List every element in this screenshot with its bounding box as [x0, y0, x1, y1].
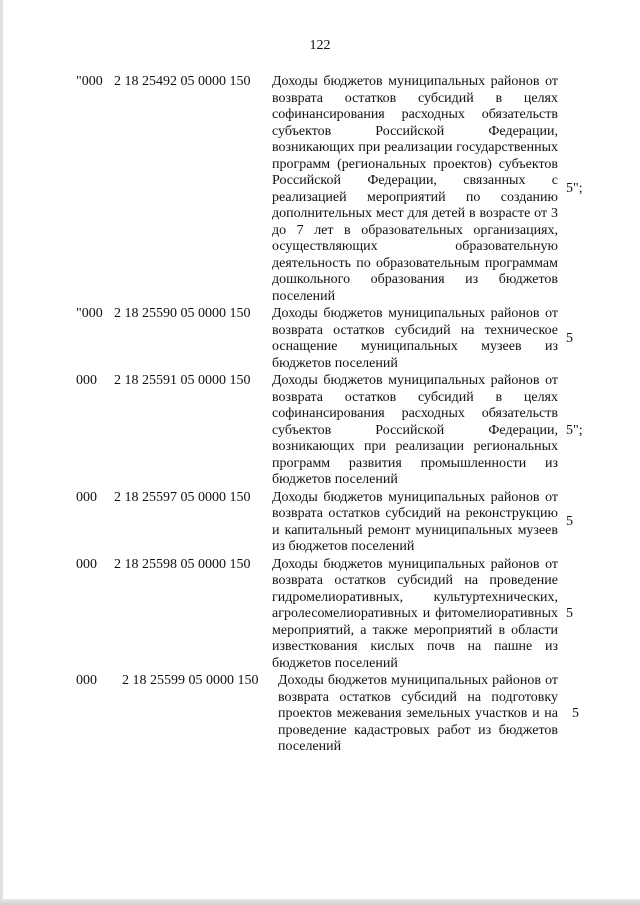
norm-value: 5"; [566, 422, 583, 438]
description-cell: Доходы бюджетов муниципальных районов от возврата остатков субсидий в целях софинансирования расходных обязательств субъектов Российской Федерации, возникающих при реализации государственных программ (региональных проектов) субъектов Российской Федерации, связанных с реализацией мероприятий по созданию дополнительных мест для детей в возрасте от 3 до 7 лет в образовательных организациях, осуществляющих образовательную деятельность по образовательным программам дошкольного образования из бюджетов поселений [272, 74, 558, 304]
norm-value: 5 [566, 330, 573, 346]
admin-code-cell: "000 [76, 306, 103, 321]
norm-value: 5 [566, 606, 573, 621]
description-cell: Доходы бюджетов муниципальных районов от возврата остатков субсидий в целях софинансирования расходных обязательств субъектов Российской Федерации, возникающих при реализации региональных программ развития промышленности из бюджетов поселений [272, 373, 558, 487]
admin-code-cell: 000 [76, 489, 97, 505]
norm-cell [558, 373, 632, 489]
admin-code-cell: "000 [76, 74, 103, 89]
table-row [0, 673, 640, 756]
table-row [0, 306, 640, 372]
norm-cell [558, 74, 632, 305]
table-row [0, 373, 640, 489]
description-cell: Доходы бюджетов муниципальных районов от возврата остатков субсидий на реконструкцию и капитальный ремонт муниципальных музеев из бюджетов поселений [272, 489, 558, 554]
table-row [0, 490, 640, 556]
admin-code-cell: 000 [76, 373, 97, 388]
norm-cell [558, 490, 632, 556]
norm-cell [558, 673, 638, 756]
description-cell: Доходы бюджетов муниципальных районов от возврата остатков субсидий на техническое оснащение муниципальных музеев из бюджетов поселений [272, 306, 558, 371]
page-number: 122 [309, 38, 331, 53]
income-codes-table [0, 74, 640, 756]
description-cell: Доходы бюджетов муниципальных районов от возврата остатков субсидий на подготовку проектов межевания земельных участков и на проведение кадастровых работ из бюджетов поселений [278, 673, 558, 754]
norm-value: 5 [566, 514, 573, 530]
norm-value: 5"; [566, 181, 583, 197]
description-cell: Доходы бюджетов муниципальных районов от возврата остатков субсидий на проведение гидромелиоративных, культуртехнических, агролесомелиоративных и фитомелиоративных мероприятий, а также мероприятий в области известкования кислых почв на пашне из бюджетов поселений [272, 556, 558, 671]
budget-code-cell: 2 18 25597 05 0000 150 [114, 489, 251, 505]
norm-cell [558, 557, 632, 673]
budget-code-cell: 2 18 25599 05 0000 150 [122, 673, 259, 688]
table-row [0, 557, 640, 673]
budget-code-cell: 2 18 25591 05 0000 150 [114, 373, 251, 388]
admin-code-cell: 000 [76, 673, 97, 688]
budget-code-cell: 2 18 25598 05 0000 150 [114, 556, 251, 572]
norm-value: 5 [572, 706, 579, 721]
table-row [0, 74, 640, 305]
admin-code-cell: 000 [76, 556, 97, 572]
scan-bottom-edge [0, 899, 640, 905]
budget-code-cell: 2 18 25590 05 0000 150 [114, 306, 251, 321]
norm-cell [558, 306, 632, 372]
budget-code-cell: 2 18 25492 05 0000 150 [114, 74, 251, 89]
